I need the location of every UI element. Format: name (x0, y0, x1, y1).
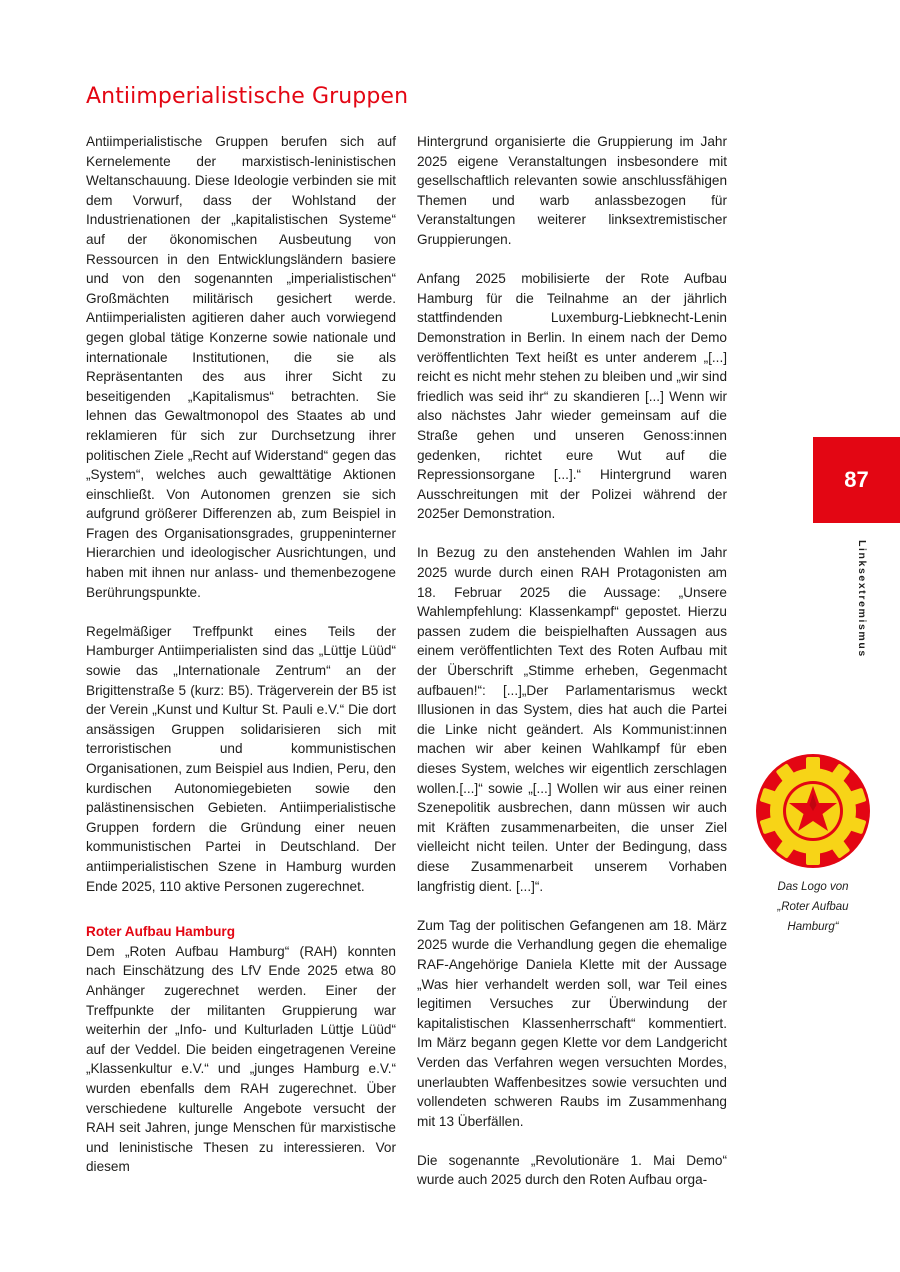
paragraph: Regelmäßiger Treffpunkt eines Teils der Hamburger Antiimperialisten sind das „Lüttje Lüüd“ sowie das „Internationale Zentrum“ an der Brigittenstraße 5 (kurz: B5). Trägerverein der B5 ist der Verein „Kunst und Kultur St. Pauli e.V.“ Die dort ansässigen Gruppen solidarisieren sich mit terroristischen und kommunistischen Organisationen, zum Beispiel aus Indien, Peru, den kurdischen Autonomiegebieten sowie den palästinensischen Gebieten. Antiimperialistische Gruppen fordern die Gründung einer neuen kommunistischen Partei in Deutschland. Der antiimperialistischen Szene in Hamburg wurden Ende 2025, 110 aktive Personen zugerechnet. (86, 623, 396, 894)
left-column (86, 132, 396, 1196)
caption-line: Das Logo von (777, 881, 849, 893)
paragraph: Die sogenannte „Revolutionäre 1. Mai Demo“ wurde auch 2025 durch den Roten Aufbau orga- (417, 1152, 727, 1188)
logo-caption (755, 877, 871, 937)
paragraph: Antiimperialistische Gruppen berufen sich auf Kernelemente der marxistisch-leninistischen Weltanschauung. Diese Ideologie verbinden sie mit dem Vorwurf, dass der Wohlstand der Industrienationen der „kapitalistischen Systeme“ auf der ökonomischen Ausbeutung von Ressourcen in den Entwicklungsländern basiere und von den sogenannten „imperialistischen“ Großmächten militärisch gesichert werde. Antiimperialisten agitieren daher auch vorwiegend gegen global tätige Konzerne sowie nationale und internationale Institutionen, die sie als Repräsentanten des aus ihrer Sicht zu beseitigenden „Kapitalismus“ betrachten. Sie lehnen das Gewaltmonopol des Staates ab und reklamieren für sich zur Durchsetzung ihrer politischen Ziele „Recht auf Widerstand“ gegen das „System“, welches auch gewalttätige Aktionen einschließt. Von Autonomen grenzen sie sich aufgrund größerer Differenzen ab, zum Beispiel in Fragen des Organisationsgrades, gruppeninterner Hierarchien und ideologischer Ausrichtungen, und haben mit ihnen nur anlass- und themenbezogene Berührungspunkte. (86, 134, 396, 600)
caption-line: „Roter Aufbau (777, 901, 849, 913)
roter-aufbau-logo-image (755, 753, 871, 869)
section-subheading: Roter Aufbau Hamburg (86, 924, 236, 940)
page-title: Antiimperialistische Gruppen (86, 84, 409, 109)
paragraph: Hintergrund organisierte die Gruppierung im Jahr 2025 eigene Veranstaltungen insbesondere mit gesellschaftlich relevanten sowie anschlussfähigen Themen und warb anlassbezogen für Veranstaltungen weiterer linksextremistischer Gruppierungen. (417, 134, 727, 247)
paragraph: Dem „Roten Aufbau Hamburg“ (RAH) konnten nach Einschätzung des LfV Ende 2025 etwa 80 Anhänger zugerechnet werden. Einer der Treffpunkte der militanten Gruppierung war weiterhin der „Info- und Kulturladen Lüttje Lüüd“ auf der Veddel. Die beiden eingetragenen Vereine „Klassenkultur e.V.“ und „junges Hamburg e.V.“ wurden ebenfalls dem RAH zugerechnet. Über verschiedene kulturelle Angebote versucht der RAH seit Jahren, junge Menschen für marxistische und leninistische Thesen zu interessieren. Vor diesem (86, 943, 396, 1175)
section-label: Linksextremismus (856, 540, 868, 658)
paragraph: In Bezug zu den anstehenden Wahlen im Jahr 2025 wurde durch einen RAH Protagonisten am 18. Februar 2025 die Aussage: „Unsere Wahlempfehlung: Klassenkampf“ gepostet. Hierzu passen zudem die beispielhaften Aussagen aus einem veröffentlichten Text des Roten Aufbau mit der Überschrift „Stimme erheben, Gegenmacht aufbauen!“: [...]„Der Parlamentarismus weckt Illusionen in das System, dies hat auch die Partei die Linke nicht geändert. Als Kommunist:innen machen wir aber keinen Wahlkampf für eben dieses System, welches wir eigentlich zerschlagen wollen.[...]“ sowie „[...] Wollen wir aus einer reinen Szenepolitik ausbrechen, dann müssen wir auch mit Kräften zusammenarbeiten, die unser Ziel vielleicht nicht teilen. Unter der Bedingung, dass diese Zusammenarbeit unserem Vorhaben langfristig dient. [...]“. (417, 545, 727, 894)
page-number-tab (813, 437, 900, 523)
paragraph: Anfang 2025 mobilisierte der Rote Aufbau Hamburg für die Teilnahme an der jährlich stattfindenden Luxemburg-Liebknecht-Lenin Demonstration in Berlin. In einem nach der Demo veröffentlichten Text heißt es unter anderem „[...] reicht es nicht mehr stehen zu bleiben und „wir sind friedlich was seid ihr“ zu skandieren [...] Wenn wir also nächstes Jahr wieder gemeinsam auf die Straße gehen und unseren Genoss:innen gedenken, richtet eure Wut auf die Repressionsorgane [...].“ Hintergrund waren Ausschreitungen mit der Polizei während der 2025er Demonstration. (417, 271, 727, 522)
paragraph: Zum Tag der politischen Gefangenen am 18. März 2025 wurde die Verhandlung gegen die ehemalige RAF-Angehörige Daniela Klette mit der Aussage „Was hier verhandelt werden soll, war Teil eines legitimen Versuches zur Überwindung der kapitalistischen Klassenherrschaft“ kommentiert. Im März begann gegen Klette vor dem Landgericht Verden das Verfahren wegen versuchten Mordes, unerlaubten Waffenbesitzes sowie versuchten und vollendeten schweren Raubs im Zusammenhang mit 13 Überfällen. (417, 917, 727, 1129)
caption-line: Hamburg“ (787, 921, 839, 933)
right-column (417, 132, 727, 1210)
page-number: 87 (844, 467, 869, 492)
